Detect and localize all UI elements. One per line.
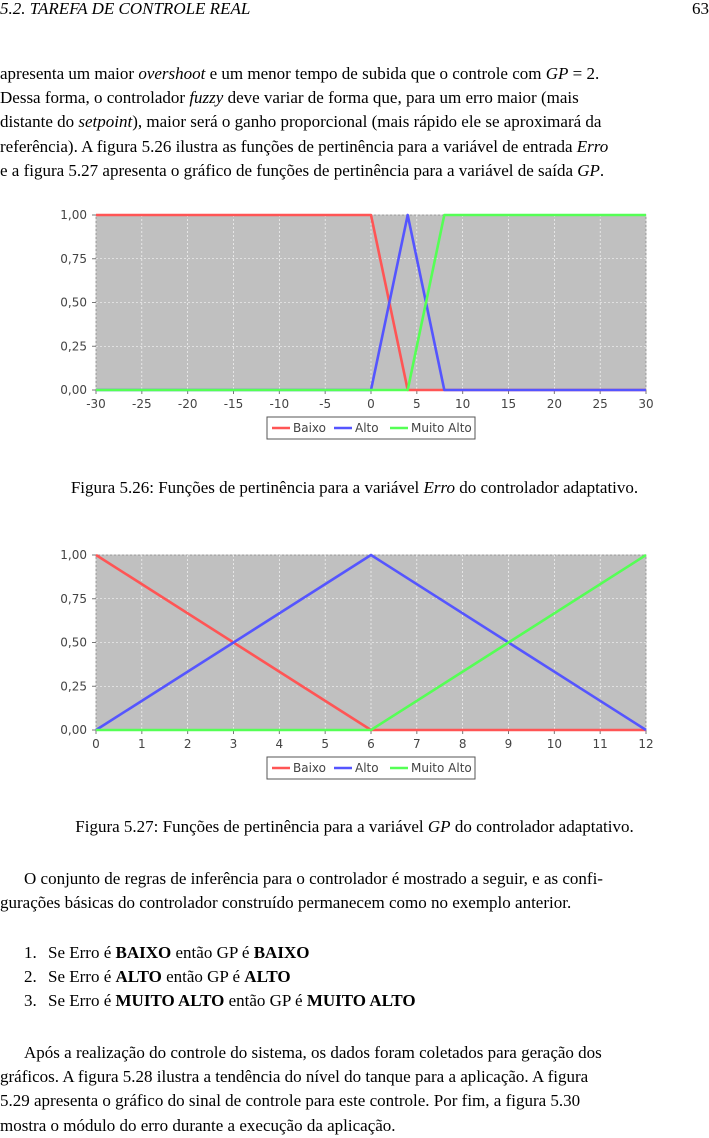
x-tick-label: 3 <box>229 737 238 751</box>
text-line: Dessa forma, o controlador fuzzy deve variar de forma que, para um erro maior (mais <box>0 88 579 108</box>
chart-svg <box>40 545 660 795</box>
x-tick-label: -30 <box>86 397 106 411</box>
page-number: 63 <box>692 0 709 18</box>
x-tick-label: 4 <box>275 737 284 751</box>
intro-paragraph <box>0 62 709 183</box>
legend-label-muito-alto: Muito Alto <box>411 761 472 775</box>
text-line: 5.29 apresenta o gráfico do sinal de controle para este controle. Por fim, a figura 5.30 <box>0 1091 581 1111</box>
rules-list <box>24 941 684 1014</box>
list-item: 2. Se Erro é ALTO então GP é ALTO <box>24 967 291 987</box>
section-title: 5.2. TAREFA DE CONTROLE REAL <box>0 0 251 18</box>
x-tick-label: 25 <box>592 397 608 411</box>
legend-label-muito-alto: Muito Alto <box>411 421 472 435</box>
x-tick-label: 10 <box>546 737 562 751</box>
closing-paragraph <box>0 1041 709 1138</box>
legend-label-baixo: Baixo <box>293 421 326 435</box>
x-tick-label: 0 <box>92 737 100 751</box>
y-tick-label: 1,00 <box>60 548 87 562</box>
x-tick-label: 15 <box>500 397 517 411</box>
x-tick-label: 2 <box>183 737 192 751</box>
text-line: gurações básicas do controlador construído permanecem como no exemplo anterior. <box>0 893 572 913</box>
y-tick-label: 0,00 <box>60 723 87 737</box>
text-line: e a figura 5.27 apresenta o gráfico de funções de pertinência para a variável de saída GP. <box>0 160 605 180</box>
x-tick-label: 8 <box>458 737 467 751</box>
list-item: 3. Se Erro é MUITO ALTO então GP é MUITO ALTO <box>24 991 416 1011</box>
text-line: mostra o módulo do erro durante a execução da aplicação. <box>0 1115 396 1135</box>
x-tick-label: 5 <box>413 397 421 411</box>
figure-5-26-caption: Figura 5.26: Funções de pertinência para a variável Erro do controlador adaptativo. <box>70 478 639 497</box>
y-tick-label: 0,75 <box>60 251 87 266</box>
x-tick-label: -20 <box>177 397 198 411</box>
text-line: Após a realização do controle do sistema, os dados foram coletados para geração dos <box>24 1043 602 1062</box>
y-tick-label: 0,00 <box>60 383 87 397</box>
x-tick-label: 9 <box>504 737 513 751</box>
x-tick-label: 11 <box>592 737 608 751</box>
x-tick-label: -5 <box>319 397 332 411</box>
x-tick-label: -10 <box>269 397 290 411</box>
x-tick-label: 7 <box>413 737 421 751</box>
text-line: referência). A figura 5.26 ilustra as funções de pertinência para a variável de entrada Erro <box>0 136 609 156</box>
legend-label-baixo: Baixo <box>293 761 326 775</box>
list-item: 1. Se Erro é BAIXO então GP é BAIXO <box>24 943 310 962</box>
y-tick-label: 0,25 <box>60 339 87 354</box>
text-line: apresenta um maior overshoot e um menor tempo de subida que o controle com GP = 2. <box>0 64 600 83</box>
x-tick-label: 1 <box>138 737 146 751</box>
figure-5-26-chart <box>40 205 660 455</box>
y-tick-label: 0,50 <box>60 635 87 650</box>
text-line: O conjunto de regras de inferência para o controlador é mostrado a seguir, e as confi- <box>24 869 603 888</box>
x-tick-label: 12 <box>638 737 654 751</box>
x-tick-label: 30 <box>638 397 654 411</box>
x-tick-label: 5 <box>321 737 329 751</box>
rules-intro-paragraph <box>0 867 709 915</box>
x-tick-label: 20 <box>546 397 562 411</box>
y-tick-label: 0,75 <box>60 591 87 606</box>
y-tick-label: 0,25 <box>60 679 87 694</box>
x-tick-label: -15 <box>223 397 244 411</box>
chart-svg <box>40 205 660 455</box>
text-line: gráficos. A figura 5.28 ilustra a tendência do nível do tanque para a aplicação. A figura <box>0 1067 589 1087</box>
legend-label-alto: Alto <box>355 421 379 435</box>
running-head <box>0 0 709 24</box>
x-tick-label: 0 <box>367 397 375 411</box>
x-tick-label: 6 <box>367 737 375 751</box>
x-tick-label: -25 <box>132 397 152 411</box>
figure-5-27-caption: Figura 5.27: Funções de pertinência para a variável GP do controlador adaptativo. <box>75 817 634 836</box>
y-tick-label: 1,00 <box>60 208 87 222</box>
x-tick-label: 10 <box>455 397 471 411</box>
legend-label-alto: Alto <box>355 761 379 775</box>
text-line: distante do setpoint), maior será o ganho proporcional (mais rápido ele se aproximará da <box>0 112 602 132</box>
figure-5-27-chart <box>40 545 660 795</box>
y-tick-label: 0,50 <box>60 295 87 310</box>
